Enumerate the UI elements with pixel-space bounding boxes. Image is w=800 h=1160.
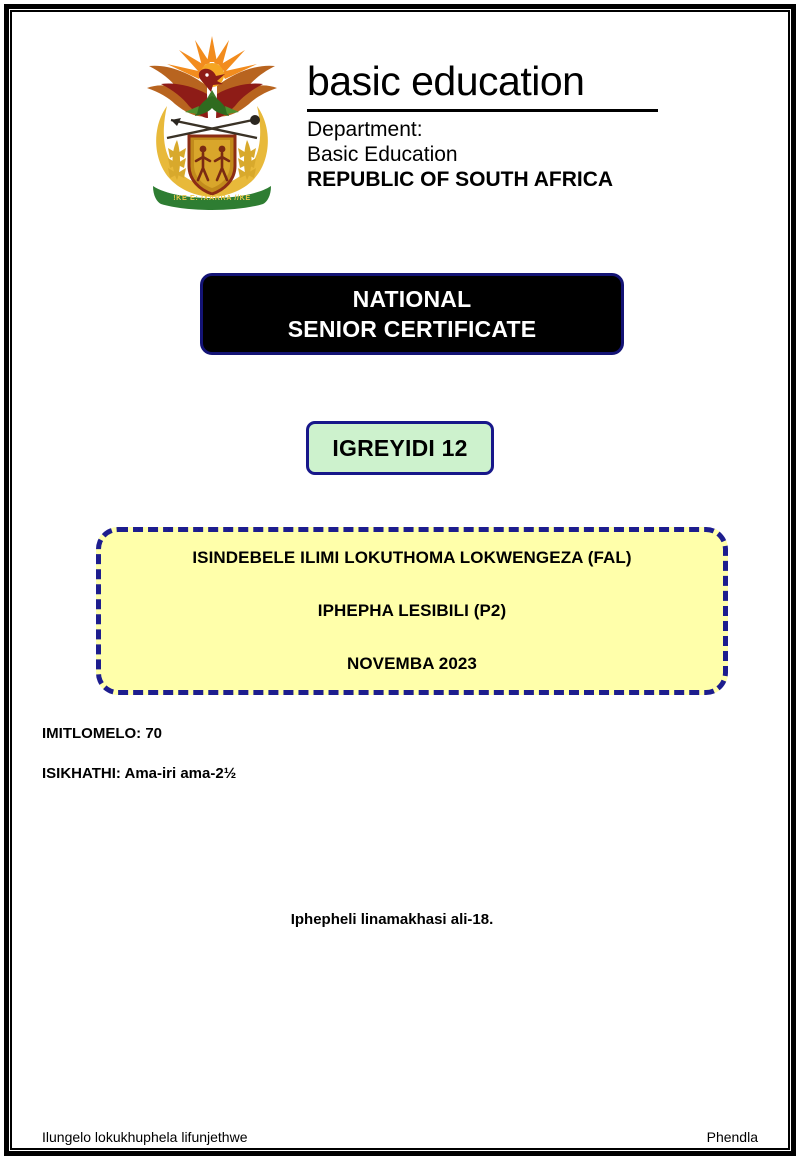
basic-education-wordmark	[307, 60, 687, 193]
grade-badge	[306, 421, 494, 475]
exam-duration: ISIKHATHI: Ama-iri ama-2½	[42, 765, 237, 782]
letterhead	[12, 28, 788, 218]
department-label: Department:	[307, 118, 423, 142]
subject-details-box	[96, 527, 728, 695]
wordmark-divider	[307, 109, 658, 112]
south-african-coat-of-arms-icon	[137, 28, 287, 213]
national-senior-certificate-banner	[200, 273, 624, 355]
footer-turn-over: Phendla	[706, 1129, 758, 1145]
exam-cover-page	[12, 12, 788, 1148]
exam-meta	[42, 725, 542, 783]
country-name: REPUBLIC OF SOUTH AFRICA	[307, 168, 614, 192]
footer-copyright: Ilungelo lokukhuphela lifunjethwe	[42, 1129, 248, 1145]
page-footer	[42, 1129, 758, 1145]
page-count-note: Iphepheli linamakhasi ali-18.	[290, 911, 494, 928]
svg-text:!KE E: /XARRA //KE: !KE E: /XARRA //KE	[173, 193, 251, 202]
grade-label: IGREYIDI 12	[332, 434, 468, 461]
department-name: Basic Education	[307, 143, 458, 167]
total-marks: IMITLOMELO: 70	[42, 725, 162, 742]
certificate-line-2: SENIOR CERTIFICATE	[287, 316, 537, 342]
exam-session: NOVEMBA 2023	[346, 654, 477, 673]
paper-number: IPHEPHA LESIBILI (P2)	[317, 601, 507, 620]
subject-name: ISINDEBELE ILIMI LOKUTHOMA LOKWENGEZA (FAL)	[192, 548, 632, 567]
certificate-line-1: NATIONAL	[352, 285, 472, 312]
wordmark-title: basic education	[307, 58, 585, 104]
